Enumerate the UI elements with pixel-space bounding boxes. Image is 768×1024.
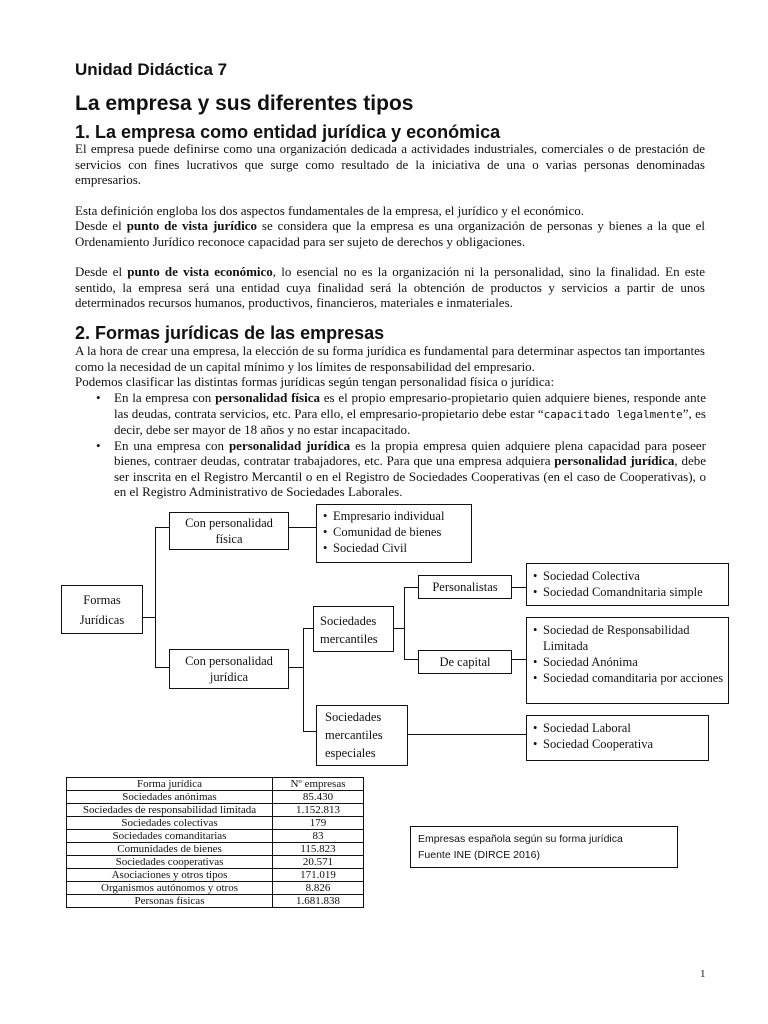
forms-bullet-list — [94, 390, 706, 500]
list-personalistas — [526, 563, 729, 606]
unit-heading: Unidad Didáctica 7 — [75, 60, 228, 79]
list-fisica-forms — [316, 504, 472, 563]
section1-paragraph-2b: Desde el punto de vista jurídico se considera que la empresa es una organización de personas y bienes a la que el Ordenamiento Jurídico reconoce capacidad para ser sujeto de derechos y obligaciones. — [75, 218, 705, 249]
economic-view-term: punto de vista económico — [127, 264, 273, 279]
node-sociedades-mercantiles: Sociedades mercantiles — [313, 606, 394, 652]
page-number: 1 — [700, 968, 706, 980]
node-personalistas: Personalistas — [418, 575, 512, 599]
list-item: • Sociedad Civil — [323, 540, 471, 556]
list-item: • Empresario individual — [323, 508, 471, 524]
node-formas-juridicas: Formas Jurídicas — [61, 585, 143, 634]
list-capital — [526, 617, 729, 704]
bullet-dot: • — [96, 390, 101, 405]
page-title: La empresa y sus diferentes tipos — [75, 92, 414, 115]
list-especiales — [526, 715, 709, 761]
table-row: Organismos autónomos y otros 8.826 — [67, 882, 364, 895]
list-item: • Comunidad de bienes — [323, 524, 471, 540]
section2-intro-1: A la hora de crear una empresa, la elección de su forma jurídica es fundamental para determinar aspectos tan importantes como la necesidad de un capital mínimo y los límites de responsabilidad del empresario. — [75, 343, 705, 374]
node-personalidad-fisica: Con personalidad física — [169, 512, 289, 550]
section2-intro — [75, 343, 705, 390]
list-item: • Sociedad Colectiva — [533, 568, 728, 584]
section1-heading: 1. La empresa como entidad jurídica y económica — [75, 122, 501, 142]
node-de-capital: De capital — [418, 650, 512, 674]
section2-heading: 2. Formas jurídicas de las empresas — [75, 323, 385, 343]
table-row: Sociedades comanditarias 83 — [67, 830, 364, 843]
list-item: • Sociedad Cooperativa — [533, 736, 708, 752]
list-item: • Sociedad comanditaria por acciones — [533, 670, 728, 686]
list-item: • Sociedad Comandnitaria simple — [533, 584, 728, 600]
legal-view-term: punto de vista jurídico — [126, 218, 258, 233]
node-personalidad-juridica: Con personalidad jurídica — [169, 649, 289, 689]
section1-body — [75, 141, 705, 311]
list-item: • Sociedad Anónima — [533, 654, 728, 670]
section1-paragraph-2a: Esta definición engloba los dos aspectos fundamentales de la empresa, el jurídico y el económico. — [75, 202, 585, 218]
bullet-personalidad-juridica: • En una empresa con personalidad jurídica es la propia empresa quien adquiere plena capacidad para poseer bienes, contraer deudas, contratar trabajadores, etc. Para que una empresa adquiera personalidad jurídica, debe ser inscrita en el Registro Mercantil o en el Registro de Sociedades Cooperativas (en el caso de Cooperativas), o en el Registro Administrativo de Sociedades Laborales. — [96, 437, 707, 499]
section2-intro-2: Podemos clasificar las distintas formas jurídicas según tengan personalidad física o jurídica: — [75, 374, 555, 389]
bullet-personalidad-fisica: • En la empresa con personalidad física es el propio empresario-propietario quien adquiere bienes, responde ante las deudas, contrata servicios, etc. Para ello, el empresario-propietario debe estar “capacitado legalmente”, es decir, debe ser mayor de 18 años y no estar incapacitado. — [96, 390, 707, 437]
table-header-row — [67, 778, 364, 791]
table-row: Sociedades cooperativas 20.571 — [67, 856, 364, 869]
table-row: Asociaciones y otros tipos 171.019 — [67, 869, 364, 882]
table-row: Sociedades de responsabilidad limitada 1.152.813 — [67, 804, 364, 817]
list-item: • Sociedad de Responsabilidad Limitada — [533, 622, 728, 654]
table-row: Sociedades anónimas 85.430 — [67, 791, 364, 804]
section1-paragraph-1: El empresa puede definirse como una organización dedicada a actividades industriales, comerciales o de prestación de servicios con fines lucrativos que surge como resultado de la iniciativa de una o varias personas denominadas empresarios. — [75, 141, 705, 187]
node-sociedades-especiales: Sociedades mercantiles especiales — [316, 705, 408, 766]
bullet-dot: • — [96, 437, 101, 453]
companies-table — [66, 777, 364, 908]
source-caption: Empresas española según su forma jurídica — [418, 833, 623, 845]
table-source-note — [410, 826, 678, 868]
section1-paragraph-3: Desde el punto de vista económico, lo esencial no es la organización ni la personalidad, sino la finalidad. En este sentido, la empresa será una entidad cuya finalidad será la obtención de productos y servicios a partir de unos determinados recursos humanos, productivos, financieros, materiales e inmateriales. — [75, 264, 705, 310]
column-header: Forma jurídica — [67, 778, 273, 791]
source-reference: Fuente INE (DIRCE 2016) — [418, 849, 540, 861]
table-row: Comunidades de bienes 115.823 — [67, 843, 364, 856]
list-item: • Sociedad Laboral — [533, 720, 708, 736]
column-header: Nº empresas — [273, 778, 364, 791]
table-row: Personas físicas 1.681.838 — [67, 895, 364, 908]
table-row: Sociedades colectivas 179 — [67, 817, 364, 830]
